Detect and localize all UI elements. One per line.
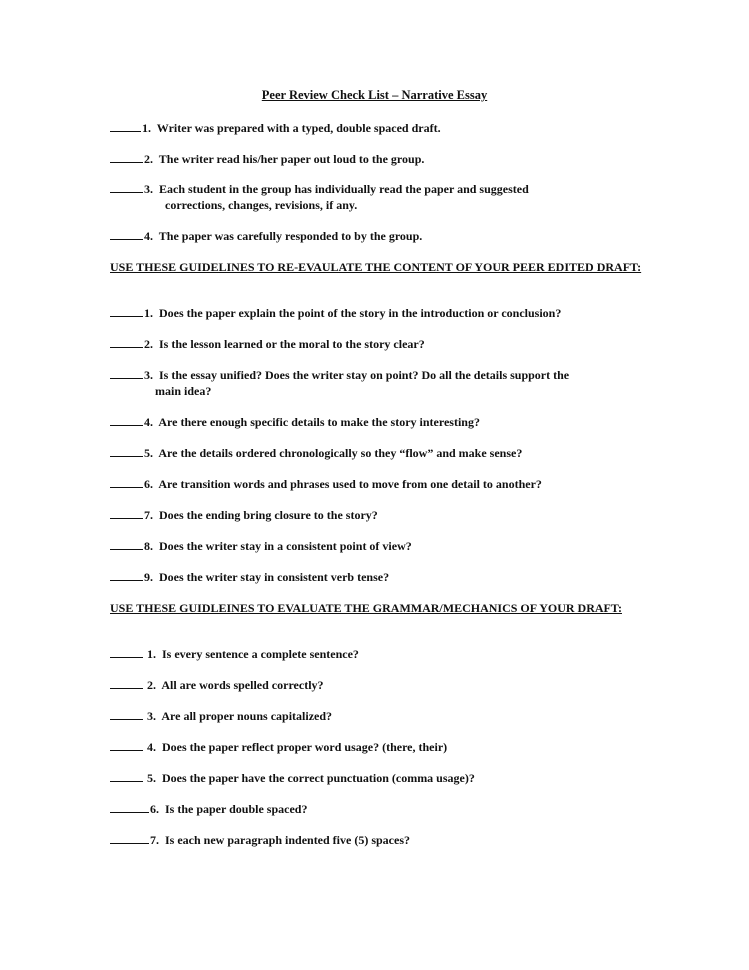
check-blank[interactable] xyxy=(110,151,143,163)
checklist-item: 3. Are all proper nouns capitalized? xyxy=(110,708,332,724)
check-blank[interactable] xyxy=(110,708,143,720)
checklist-item: 4. The paper was carefully responded to by the group. xyxy=(110,228,422,244)
check-blank[interactable] xyxy=(110,476,143,488)
checklist-item: 2. All are words spelled correctly? xyxy=(110,677,324,693)
checklist-item: 3. Is the essay unified? Does the writer stay on point? Do all the details support the main idea? xyxy=(110,367,569,399)
checklist-item: 9. Does the writer stay in consistent verb tense? xyxy=(110,569,389,585)
check-blank[interactable] xyxy=(110,646,143,658)
checklist-item: 5. Are the details ordered chronologically so they “flow” and make sense? xyxy=(110,445,522,461)
checklist-item: 8. Does the writer stay in a consistent point of view? xyxy=(110,538,412,554)
checklist-item: 7. Does the ending bring closure to the story? xyxy=(110,507,378,523)
checklist-item: 6. Are transition words and phrases used to move from one detail to another? xyxy=(110,476,542,492)
checklist-item: 3. Each student in the group has individually read the paper and suggested corrections, changes, revisions, if any. xyxy=(110,181,529,213)
check-blank[interactable] xyxy=(110,181,143,193)
check-blank[interactable] xyxy=(110,569,143,581)
checklist-item: 4. Are there enough specific details to make the story interesting? xyxy=(110,414,480,430)
check-blank[interactable] xyxy=(110,538,143,550)
check-blank[interactable] xyxy=(110,414,143,426)
check-blank[interactable] xyxy=(110,445,143,457)
checklist-item: 4. Does the paper reflect proper word usage? (there, their) xyxy=(110,739,447,755)
check-blank[interactable] xyxy=(110,801,149,813)
checklist-item: 2. The writer read his/her paper out loud to the group. xyxy=(110,151,424,167)
check-blank[interactable] xyxy=(110,367,143,379)
check-blank[interactable] xyxy=(110,336,143,348)
section-heading-grammar: USE THESE GUIDLEINES TO EVALUATE THE GRAMMAR/MECHANICS OF YOUR DRAFT: xyxy=(110,601,622,615)
checklist-item: 7. Is each new paragraph indented five (5) spaces? xyxy=(110,832,410,848)
checklist-item: 6. Is the paper double spaced? xyxy=(110,801,307,817)
check-blank[interactable] xyxy=(110,120,141,132)
check-blank[interactable] xyxy=(110,305,143,317)
check-blank[interactable] xyxy=(110,832,149,844)
checklist-item: 1. Does the paper explain the point of the story in the introduction or conclusion? xyxy=(110,305,561,321)
check-blank[interactable] xyxy=(110,677,143,689)
section-heading-content: USE THESE GUIDELINES TO RE-EVAULATE THE CONTENT OF YOUR PEER EDITED DRAFT: xyxy=(110,260,642,274)
checklist-item: 5. Does the paper have the correct punctuation (comma usage)? xyxy=(110,770,475,786)
checklist-item: 1. Writer was prepared with a typed, double spaced draft. xyxy=(110,120,441,136)
check-blank[interactable] xyxy=(110,228,143,240)
checklist-item: 1. Is every sentence a complete sentence? xyxy=(110,646,359,662)
check-blank[interactable] xyxy=(110,770,143,782)
page-title: Peer Review Check List – Narrative Essay xyxy=(261,88,488,102)
check-blank[interactable] xyxy=(110,507,143,519)
checklist-item: 2. Is the lesson learned or the moral to the story clear? xyxy=(110,336,425,352)
check-blank[interactable] xyxy=(110,739,143,751)
